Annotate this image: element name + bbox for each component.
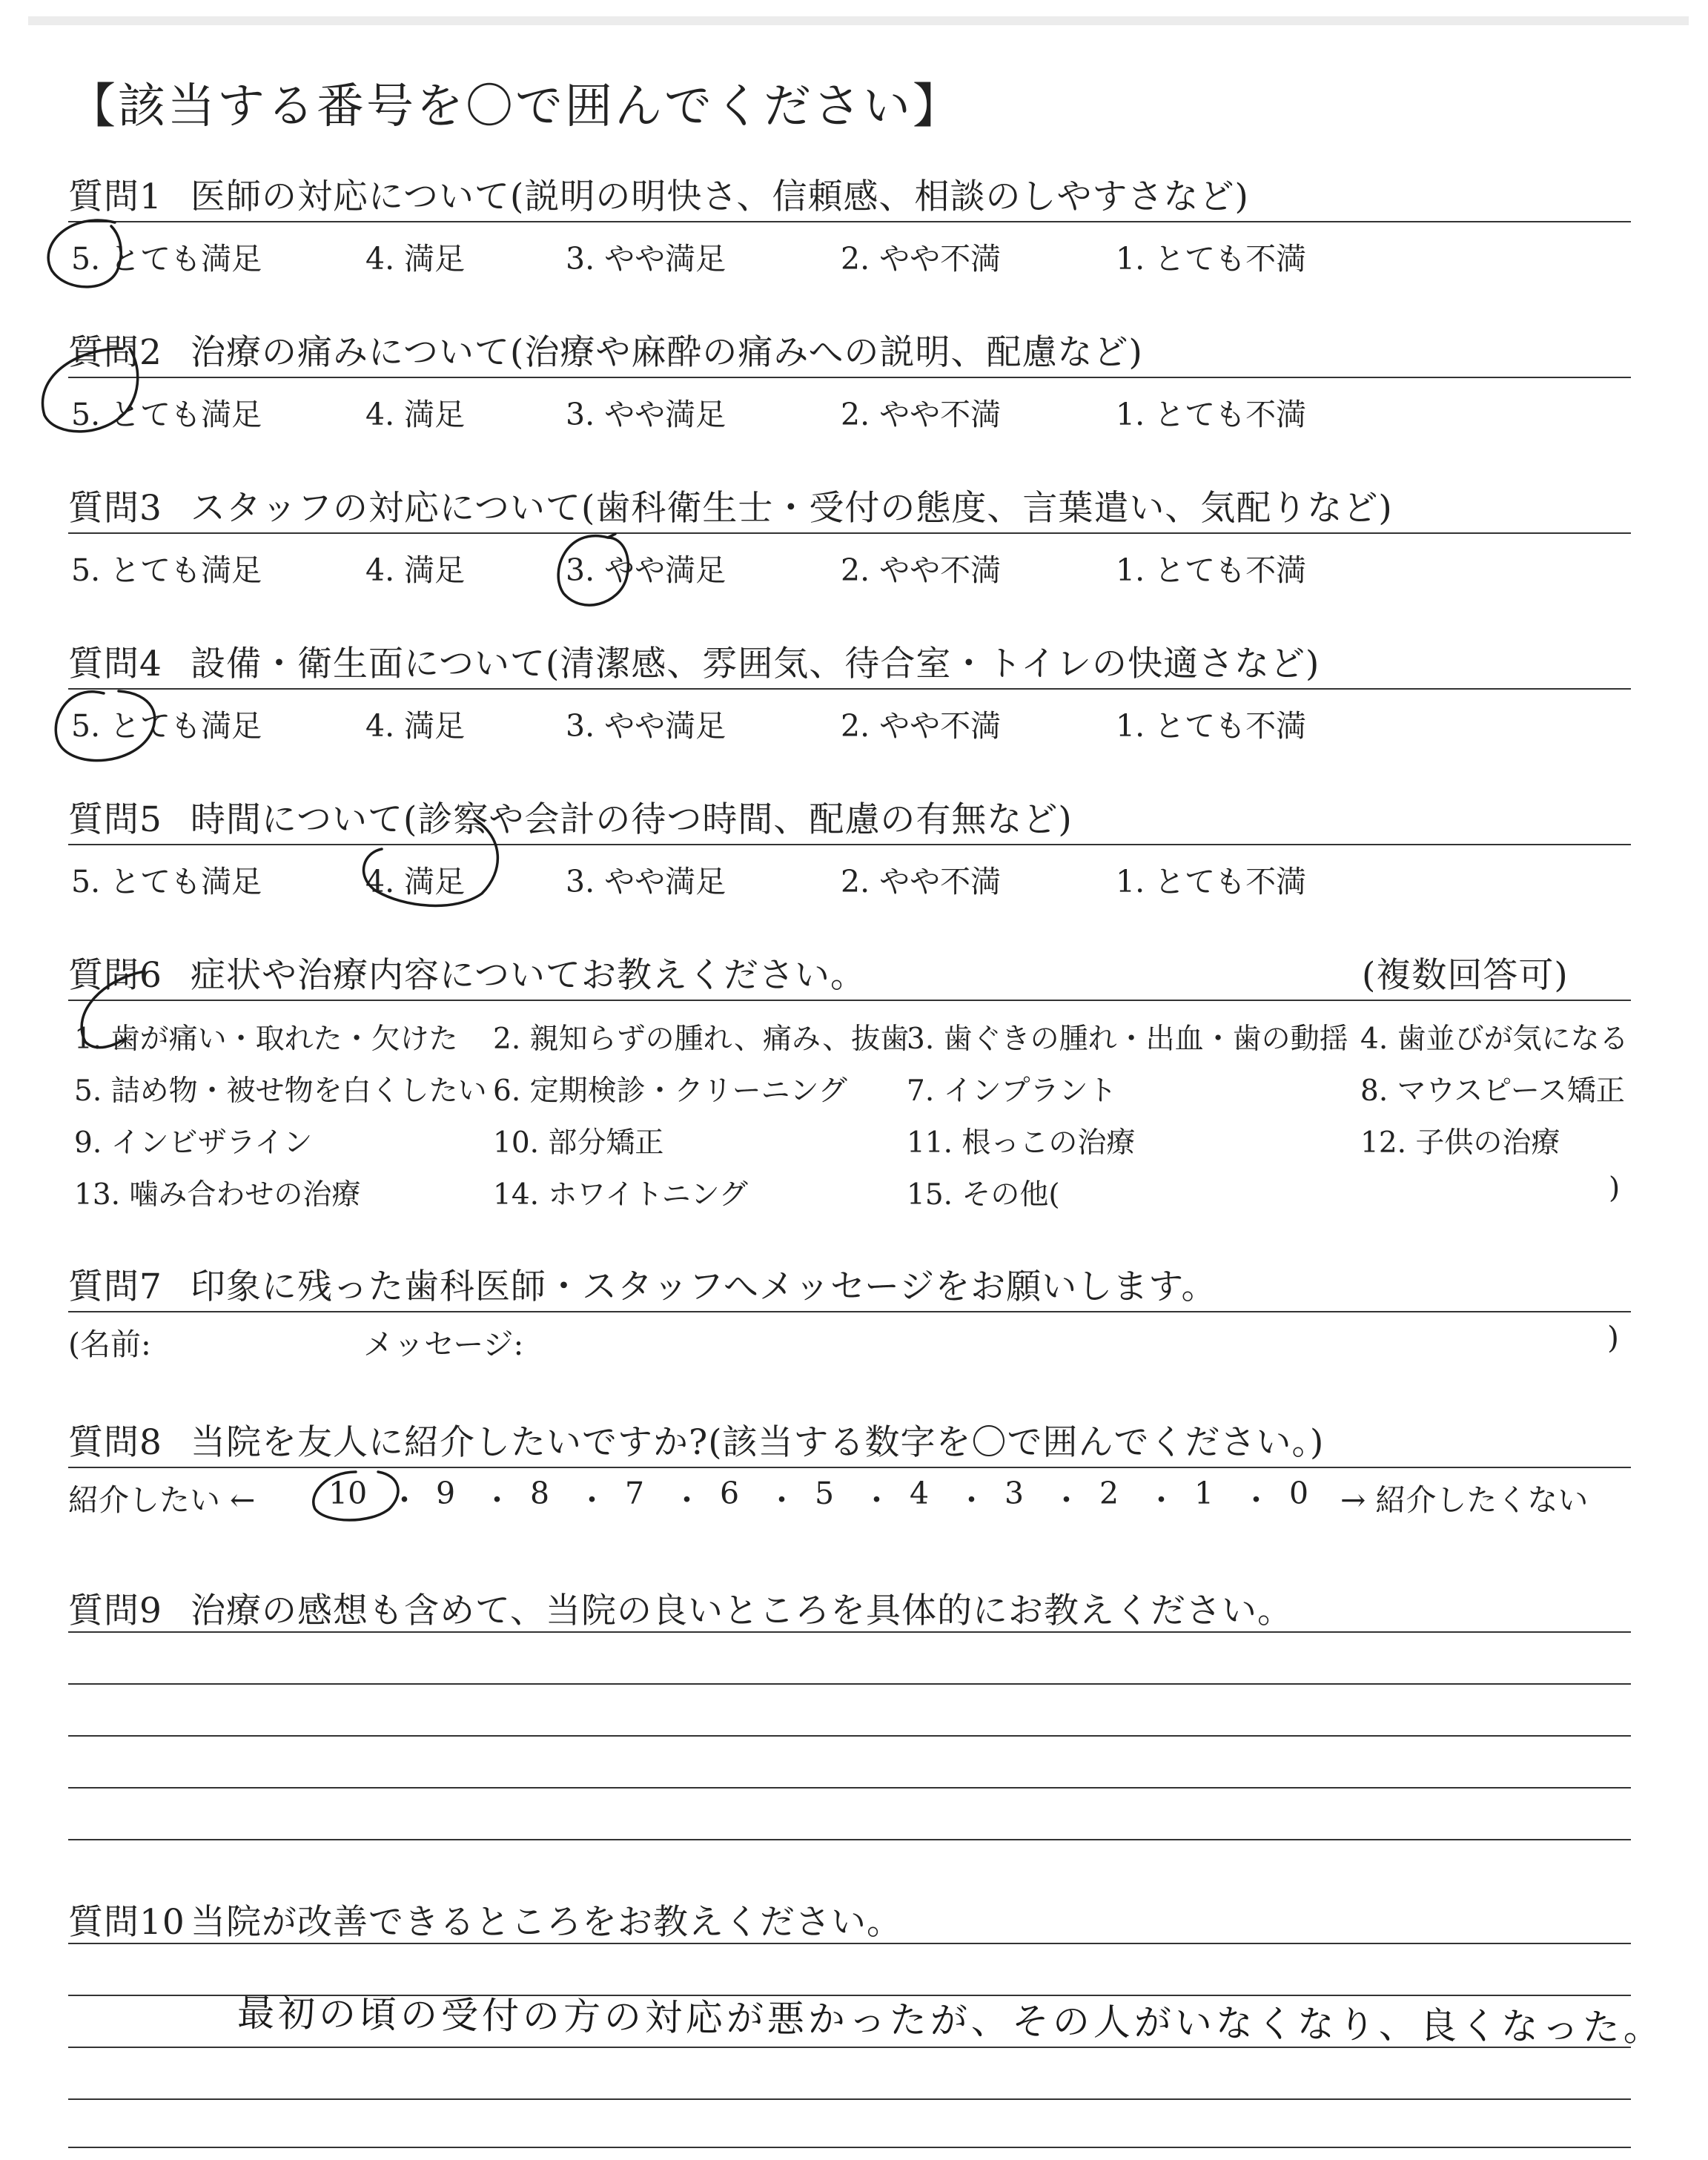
- handwritten-answer: 最初の頃の受付の方の対応が悪かったが、その人がいなくなり、良くなった。: [236, 1991, 1665, 2050]
- question-text: 時間について(診察や会計の待つ時間、配慮の有無など): [191, 799, 1073, 840]
- scale-dot: ・: [482, 1482, 512, 1518]
- question-7: [68, 1259, 1217, 1309]
- scale-dot: ・: [577, 1482, 607, 1518]
- option-4[interactable]: 4. 満足: [365, 864, 466, 899]
- question-number: 質問5: [68, 799, 162, 840]
- multi-answer-note: (複数回答可): [1362, 955, 1569, 996]
- symptom-option-13[interactable]: 13. 噛み合わせの治療: [74, 1178, 361, 1212]
- scale-1[interactable]: 1: [1194, 1476, 1214, 1511]
- question-10: [68, 1895, 902, 1944]
- option-1[interactable]: 1. とても不満: [1116, 864, 1307, 899]
- symptom-option-8[interactable]: 8. マウスピース矯正: [1360, 1074, 1625, 1108]
- rule: [68, 688, 1631, 690]
- scan-edge: [28, 16, 1689, 25]
- option-3[interactable]: 3. やや満足: [566, 397, 726, 432]
- rule: [68, 221, 1631, 222]
- question-number: 質問1: [68, 176, 162, 217]
- scale-dot: ・: [1146, 1482, 1176, 1518]
- question-5: [68, 792, 1073, 842]
- scale-9[interactable]: 9: [436, 1476, 456, 1511]
- symptom-option-7[interactable]: 7. インプラント: [907, 1074, 1117, 1108]
- scale-10[interactable]: 10: [328, 1476, 368, 1511]
- option-2[interactable]: 2. やや不満: [841, 397, 1002, 432]
- option-2[interactable]: 2. やや不満: [841, 241, 1002, 277]
- rule: [68, 377, 1631, 378]
- question-text: 印象に残った歯科医師・スタッフへメッセージをお願いします。: [191, 1266, 1217, 1307]
- scale-dot: ・: [389, 1482, 420, 1518]
- option-5[interactable]: 5. とても満足: [71, 864, 262, 899]
- scale-dot: ・: [861, 1482, 892, 1518]
- question-number: 質問2: [68, 332, 162, 373]
- option-1[interactable]: 1. とても不満: [1116, 708, 1307, 744]
- question-number: 質問8: [68, 1422, 162, 1463]
- question-number: 質問7: [68, 1266, 162, 1307]
- question-2: [68, 325, 1143, 374]
- scale-dot: ・: [1051, 1482, 1082, 1518]
- answer-line: [68, 1943, 1631, 1944]
- option-1[interactable]: 1. とても不満: [1116, 552, 1307, 588]
- option-1[interactable]: 1. とても不満: [1116, 241, 1307, 277]
- option-4[interactable]: 4. 満足: [365, 708, 466, 744]
- symptom-option-12[interactable]: 12. 子供の治療: [1360, 1126, 1560, 1160]
- symptom-option-14[interactable]: 14. ホワイトニング: [493, 1178, 748, 1212]
- question-text: 医師の対応について(説明の明快さ、信頼感、相談のしやすさなど): [191, 176, 1249, 217]
- symptom-option-3[interactable]: 3. 歯ぐきの腫れ・出血・歯の動揺: [907, 1023, 1348, 1056]
- option-3[interactable]: 3. やや満足: [566, 552, 726, 588]
- rule: [68, 1467, 1631, 1468]
- option-4[interactable]: 4. 満足: [365, 552, 466, 588]
- symptom-option-5[interactable]: 5. 詰め物・被せ物を白くしたい: [74, 1074, 487, 1108]
- rule: [68, 1000, 1631, 1001]
- option-4[interactable]: 4. 満足: [365, 241, 466, 277]
- scale-5[interactable]: 5: [815, 1476, 835, 1511]
- question-text: スタッフの対応について(歯科衛生士・受付の態度、言葉遣い、気配りなど): [191, 488, 1393, 529]
- symptom-option-10[interactable]: 10. 部分矯正: [493, 1126, 664, 1160]
- question-number: 質問6: [68, 955, 162, 996]
- answer-line: [68, 1735, 1631, 1737]
- option-4[interactable]: 4. 満足: [365, 397, 466, 432]
- question-number: 質問9: [68, 1591, 162, 1631]
- answer-line: [68, 2147, 1631, 2148]
- answer-line: [68, 1631, 1631, 1633]
- question-text: 当院が改善できるところをお教えください。: [191, 1902, 902, 1943]
- symptom-option-6[interactable]: 6. 定期検診・クリーニング: [493, 1074, 847, 1108]
- scale-6[interactable]: 6: [720, 1476, 740, 1511]
- question-text: 症状や治療内容についてお教えください。: [191, 955, 867, 996]
- scale-dot: ・: [767, 1482, 797, 1518]
- option-5[interactable]: 5. とても満足: [71, 552, 262, 588]
- symptom-option-4[interactable]: 4. 歯並びが気になる: [1360, 1023, 1629, 1056]
- answer-line: [68, 1787, 1631, 1789]
- symptom-option-9[interactable]: 9. インビザライン: [74, 1126, 313, 1160]
- scale-dot: ・: [956, 1482, 987, 1518]
- question-text: 当院を友人に紹介したいですか?(該当する数字を〇で囲んでください。): [191, 1422, 1325, 1463]
- option-2[interactable]: 2. やや不満: [841, 864, 1002, 899]
- scale-3[interactable]: 3: [1004, 1476, 1025, 1511]
- symptom-option-2[interactable]: 2. 親知らずの腫れ、痛み、抜歯: [493, 1023, 910, 1056]
- question-9: [68, 1583, 1293, 1633]
- option-5[interactable]: 5. とても満足: [71, 241, 262, 277]
- message-label: メッセージ:: [363, 1327, 524, 1362]
- other-close-paren: ): [1609, 1172, 1621, 1205]
- rule: [68, 532, 1631, 534]
- question-number: 質問4: [68, 644, 162, 684]
- option-2[interactable]: 2. やや不満: [841, 552, 1002, 588]
- question-1: [68, 169, 1249, 219]
- symptom-option-15[interactable]: 15. その他(: [907, 1178, 1060, 1212]
- rule: [68, 1311, 1631, 1312]
- question-3: [68, 480, 1393, 530]
- message-close-paren: ): [1607, 1320, 1619, 1355]
- scale-8[interactable]: 8: [530, 1476, 550, 1511]
- symptom-option-11[interactable]: 11. 根っこの治療: [907, 1126, 1136, 1160]
- option-3[interactable]: 3. やや満足: [566, 241, 726, 277]
- option-5[interactable]: 5. とても満足: [71, 397, 262, 432]
- answer-line: [68, 1839, 1631, 1840]
- question-number: 質問10: [68, 1902, 185, 1943]
- option-2[interactable]: 2. やや不満: [841, 708, 1002, 744]
- scale-0[interactable]: 0: [1289, 1476, 1309, 1511]
- option-3[interactable]: 3. やや満足: [566, 864, 726, 899]
- rule: [68, 844, 1631, 845]
- scale-dot: ・: [1241, 1482, 1271, 1518]
- option-1[interactable]: 1. とても不満: [1116, 397, 1307, 432]
- symptom-option-1[interactable]: 1. 歯が痛い・取れた・欠けた: [74, 1023, 458, 1056]
- question-text: 治療の痛みについて(治療や麻酔の痛みへの説明、配慮など): [191, 332, 1143, 373]
- option-3[interactable]: 3. やや満足: [566, 708, 726, 744]
- answer-line: [68, 2098, 1631, 2100]
- recommend-left-label: 紹介したい ←: [68, 1482, 256, 1518]
- question-6: [68, 948, 1569, 997]
- question-number: 質問3: [68, 488, 162, 529]
- scale-4[interactable]: 4: [910, 1476, 930, 1511]
- question-text: 治療の感想も含めて、当院の良いところを具体的にお教えください。: [191, 1591, 1294, 1631]
- page-title: 【該当する番号を〇で囲んでください】: [68, 79, 962, 134]
- scale-2[interactable]: 2: [1099, 1476, 1119, 1511]
- scale-dot: ・: [672, 1482, 702, 1518]
- question-text: 設備・衛生面について(清潔感、雰囲気、待合室・トイレの快適さなど): [191, 644, 1320, 684]
- answer-line: [68, 1683, 1631, 1685]
- question-4: [68, 636, 1320, 686]
- option-5[interactable]: 5. とても満足: [71, 708, 262, 744]
- question-8: [68, 1415, 1324, 1464]
- name-label: (名前:: [68, 1327, 151, 1362]
- recommend-right-label: → 紹介したくない: [1340, 1482, 1589, 1518]
- scale-7[interactable]: 7: [625, 1476, 645, 1511]
